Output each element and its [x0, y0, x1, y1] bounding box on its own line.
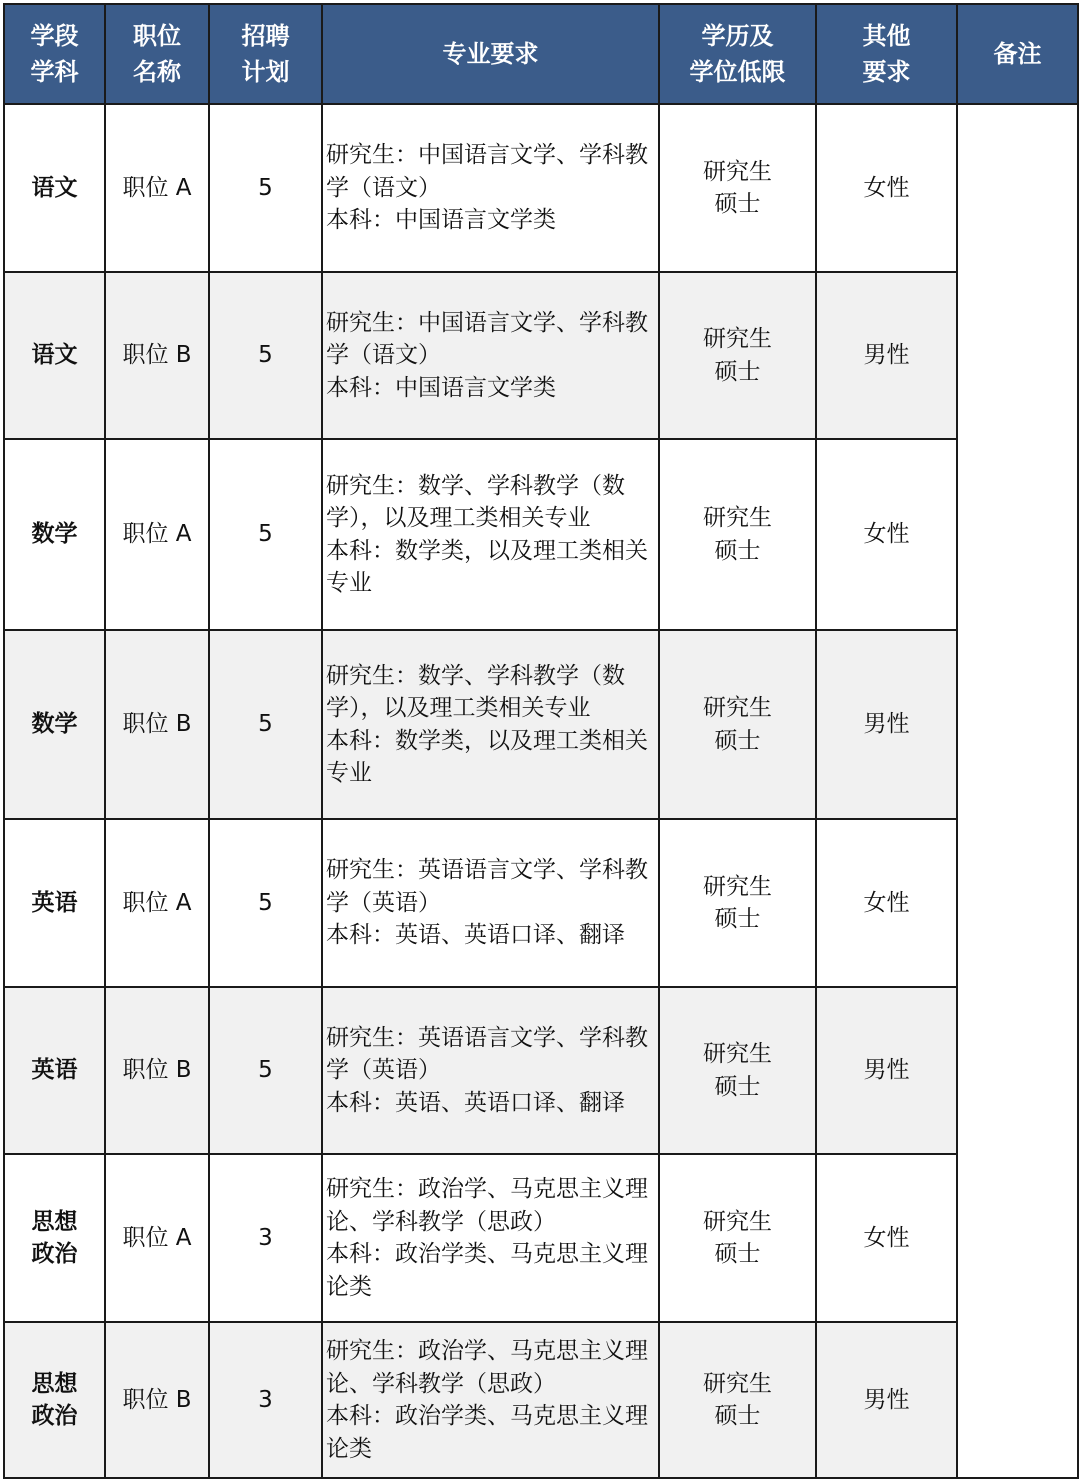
cell-degree: 研究生 硕士 [659, 104, 816, 272]
cell-major [322, 439, 659, 630]
cell-position: 职位 B [105, 987, 209, 1154]
major-line: 研究生：数学、学科教学（数 [326, 472, 625, 499]
cell-subject: 思想 政治 [4, 1322, 105, 1478]
cell-plan: 5 [209, 987, 322, 1154]
cell-major [322, 630, 659, 819]
major-line: 本科：英语、英语口译、翻译 [326, 922, 625, 949]
cell-subject: 思想 政治 [4, 1154, 105, 1322]
cell-subject: 英语 [4, 819, 105, 987]
cell-plan: 3 [209, 1322, 322, 1478]
major-line: 本科：政治学类、马克思主义理 [326, 1403, 648, 1429]
cell-plan: 3 [209, 1154, 322, 1322]
cell-degree: 研究生 硕士 [659, 630, 816, 819]
cell-other: 男性 [816, 630, 957, 819]
major-line: 论、学科教学（思政） [326, 1370, 556, 1397]
cell-major [322, 104, 659, 272]
cell-major [322, 272, 659, 439]
cell-other: 女性 [816, 819, 957, 987]
cell-degree: 研究生 硕士 [659, 1322, 816, 1478]
cell-degree: 研究生 硕士 [659, 272, 816, 439]
major-line: 专业 [326, 760, 372, 786]
table-header-row [4, 4, 1078, 104]
major-line: 本科：数学类，以及理工类相关 [326, 727, 648, 754]
major-line: 研究生：政治学、马克思主义理 [326, 1338, 648, 1364]
major-line: 本科：数学类，以及理工类相关 [326, 537, 648, 564]
major-line: 学（语文） [326, 342, 441, 369]
cell-major [322, 819, 659, 987]
cell-degree: 研究生 硕士 [659, 819, 816, 987]
table-row [4, 104, 1078, 272]
header-major: 专业要求 [322, 4, 659, 104]
cell-degree: 研究生 硕士 [659, 1154, 816, 1322]
major-line: 论、学科教学（思政） [326, 1208, 556, 1235]
cell-other: 女性 [816, 1154, 957, 1322]
cell-other: 女性 [816, 439, 957, 630]
major-line: 本科：中国语言文学类 [326, 374, 556, 401]
cell-other: 男性 [816, 1322, 957, 1478]
major-line: 本科：中国语言文学类 [326, 207, 556, 234]
recruitment-table [3, 3, 1079, 1479]
cell-plan: 5 [209, 630, 322, 819]
cell-subject: 数学 [4, 630, 105, 819]
cell-position: 职位 B [105, 272, 209, 439]
major-line: 研究生：英语语言文学、学科教 [326, 857, 648, 884]
major-line: 专业 [326, 570, 372, 596]
table-row [4, 1322, 1078, 1478]
cell-other: 男性 [816, 987, 957, 1154]
cell-subject: 数学 [4, 439, 105, 630]
cell-position: 职位 A [105, 104, 209, 272]
major-line: 研究生：英语语言文学、学科教 [326, 1024, 648, 1051]
cell-subject: 语文 [4, 272, 105, 439]
header-other: 其他 要求 [816, 4, 957, 104]
major-line: 学），以及理工类相关专业 [326, 695, 591, 721]
major-line: 学（英语） [326, 1057, 441, 1084]
cell-plan: 5 [209, 819, 322, 987]
major-line: 学（语文） [326, 174, 441, 201]
cell-major [322, 1322, 659, 1478]
cell-subject: 语文 [4, 104, 105, 272]
cell-plan: 5 [209, 104, 322, 272]
table-row [4, 1154, 1078, 1322]
cell-position: 职位 B [105, 630, 209, 819]
major-line: 研究生：中国语言文学、学科教 [326, 309, 648, 336]
cell-position: 职位 A [105, 439, 209, 630]
header-degree: 学历及 学位低限 [659, 4, 816, 104]
major-line: 学），以及理工类相关专业 [326, 505, 591, 531]
cell-major [322, 987, 659, 1154]
cell-major [322, 1154, 659, 1322]
cell-plan: 5 [209, 272, 322, 439]
table-row [4, 439, 1078, 630]
cell-position: 职位 B [105, 1322, 209, 1478]
header-remark: 备注 [957, 4, 1078, 104]
cell-position: 职位 A [105, 819, 209, 987]
cell-degree: 研究生 硕士 [659, 439, 816, 630]
cell-subject: 英语 [4, 987, 105, 1154]
major-line: 研究生：数学、学科教学（数 [326, 662, 625, 689]
major-line: 研究生：政治学、马克思主义理 [326, 1176, 648, 1202]
table-row [4, 987, 1078, 1154]
major-line: 论类 [326, 1435, 372, 1462]
major-line: 论类 [326, 1273, 372, 1300]
header-plan: 招聘 计划 [209, 4, 322, 104]
table-row [4, 819, 1078, 987]
cell-other: 女性 [816, 104, 957, 272]
cell-plan: 5 [209, 439, 322, 630]
cell-other: 男性 [816, 272, 957, 439]
header-position: 职位 名称 [105, 4, 209, 104]
major-line: 本科：英语、英语口译、翻译 [326, 1089, 625, 1116]
cell-remark [957, 104, 1078, 1478]
header-subject: 学段 学科 [4, 4, 105, 104]
cell-degree: 研究生 硕士 [659, 987, 816, 1154]
cell-position: 职位 A [105, 1154, 209, 1322]
table-row [4, 630, 1078, 819]
major-line: 本科：政治学类、马克思主义理 [326, 1241, 648, 1267]
major-line: 学（英语） [326, 889, 441, 916]
table-row [4, 272, 1078, 439]
major-line: 研究生：中国语言文学、学科教 [326, 142, 648, 169]
